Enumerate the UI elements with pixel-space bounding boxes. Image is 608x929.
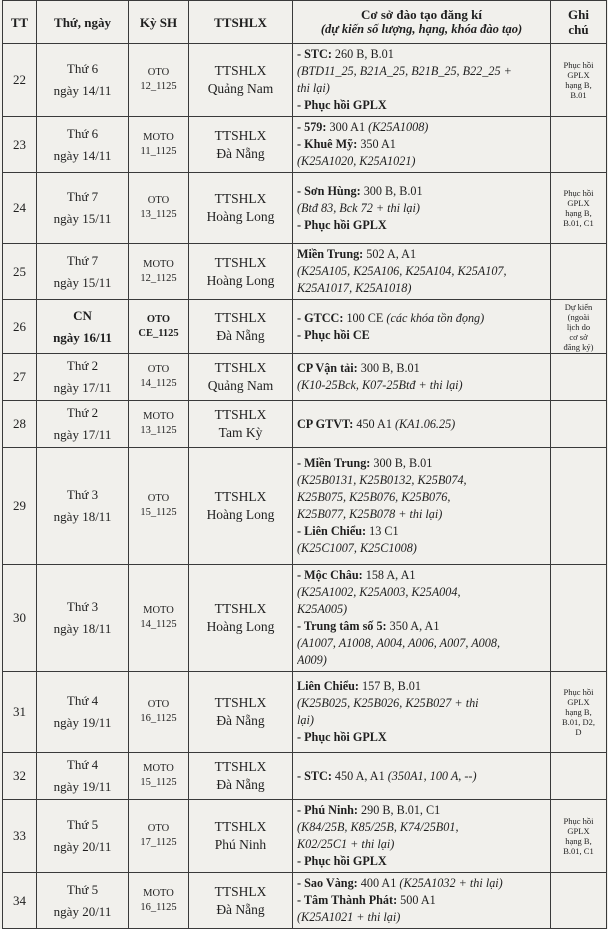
center-location: Đà Nẵng (216, 327, 265, 343)
center-location: Đà Nẵng (216, 145, 265, 161)
row-ky (129, 873, 189, 929)
center-location: Hoàng Long (206, 272, 275, 288)
row-center (189, 354, 293, 401)
registration-line: CP Vận tải: 300 B, B.01 (297, 361, 420, 375)
registration-line: Miền Trung: 502 A, A1 (297, 247, 417, 261)
header-tt: TT (3, 1, 37, 44)
row-ky (129, 565, 189, 672)
row-number: 29 (3, 448, 37, 565)
center-location: Phú Ninh (214, 837, 267, 852)
note-line: hạng B, (565, 208, 592, 218)
row-registrations (293, 565, 551, 672)
row-ky (129, 244, 189, 300)
ky-code: 14_1125 (140, 378, 177, 389)
ky-type: MOTO (143, 887, 174, 899)
row-registrations (293, 672, 551, 753)
table-row (3, 300, 607, 354)
ky-code: 14_1125 (140, 619, 177, 630)
table-row (3, 354, 607, 401)
row-day (37, 401, 129, 448)
ky-code: 16_1125 (140, 713, 177, 724)
row-note (551, 244, 607, 300)
table-row (3, 753, 607, 800)
day-weekday: CN (73, 307, 92, 323)
registration-line: (K10-25Bck, K07-25Btđ + thi lại) (297, 378, 463, 392)
row-day (37, 565, 129, 672)
registration-line: (K25A1002, K25A003, K25A004, (297, 585, 461, 599)
row-center (189, 672, 293, 753)
row-number: 25 (3, 244, 37, 300)
header-note (551, 1, 607, 44)
header-cs-line2: (dự kiến số lượng, hạng, khóa đào tạo) (320, 22, 523, 36)
registration-line: - Trung tâm số 5: 350 A, A1 (297, 619, 440, 633)
ky-type: OTO (147, 823, 170, 834)
header-ky: Kỳ SH (129, 1, 189, 44)
row-ky (129, 117, 189, 173)
row-day (37, 672, 129, 753)
row-number: 28 (3, 401, 37, 448)
center-name: TTSHLX (214, 759, 267, 774)
note-line: Dự kiến (564, 301, 593, 312)
day-date: ngày 18/11 (53, 509, 112, 524)
day-weekday: Thứ 6 (66, 125, 99, 141)
ky-code: 11_1125 (140, 145, 177, 157)
table-row (3, 173, 607, 244)
row-day (37, 873, 129, 929)
row-ky (129, 448, 189, 565)
center-location: Hoàng Long (206, 619, 275, 634)
registration-line: (K25B025, K25B026, K25B027 + thi (297, 696, 479, 710)
day-weekday: Thứ 7 (66, 252, 99, 268)
registration-line: lại) (297, 713, 314, 727)
registration-line: thi lại) (297, 81, 330, 95)
ky-code: 17_1125 (140, 837, 177, 848)
row-registrations (293, 117, 551, 173)
day-date: ngày 17/11 (53, 380, 112, 395)
row-number: 33 (3, 800, 37, 873)
row-center (189, 300, 293, 354)
center-location: Hoàng Long (206, 209, 275, 224)
registration-line: - Miền Trung: 300 B, B.01 (297, 456, 433, 470)
row-ky (129, 800, 189, 873)
day-weekday: Thứ 2 (66, 405, 99, 420)
note-line: đăng ký) (563, 341, 594, 352)
row-note (551, 672, 607, 753)
header-row (3, 1, 607, 44)
registration-line: K25A1017, K25A1018) (297, 281, 412, 295)
row-note (551, 565, 607, 672)
row-day (37, 800, 129, 873)
row-center (189, 401, 293, 448)
ky-code: 15_1125 (140, 777, 177, 788)
registration-line: - GTCC: 100 CE (các khóa tồn đọng) (297, 310, 485, 325)
note-line: B.01, D2, (561, 717, 596, 727)
day-weekday: Thứ 2 (66, 358, 99, 373)
ky-type: MOTO (143, 605, 174, 616)
center-location: Tam Kỳ (218, 425, 263, 440)
row-day (37, 117, 129, 173)
row-center (189, 244, 293, 300)
row-registrations (293, 354, 551, 401)
day-date: ngày 14/11 (53, 147, 112, 163)
day-weekday: Thứ 3 (66, 487, 99, 502)
registration-line: (BTD11_25, B21A_25, B21B_25, B22_25 + (297, 64, 512, 78)
row-center (189, 753, 293, 800)
row-ky (129, 354, 189, 401)
row-ky (129, 672, 189, 753)
note-line: Phục hồi (563, 188, 594, 198)
ky-code: 13_1125 (140, 425, 177, 436)
note-line: Phục hồi (563, 687, 594, 697)
day-date: ngày 19/11 (53, 779, 112, 794)
header-cs-line1: Cơ sở đào tạo đăng kí (361, 7, 482, 22)
center-location: Quảng Nam (207, 81, 274, 96)
ky-type: OTO (146, 313, 171, 325)
row-ky (129, 401, 189, 448)
registration-line: K25B075, K25B076, K25B076, (297, 490, 451, 504)
note-line: lịch do (566, 321, 591, 332)
registration-line: (K25A1020, K25A1021) (297, 154, 416, 168)
ky-type: MOTO (143, 411, 174, 422)
center-location: Quảng Nam (207, 378, 274, 393)
row-center (189, 565, 293, 672)
registration-line: - Phục hồi GPLX (297, 854, 387, 868)
day-date: ngày 20/11 (53, 903, 112, 919)
ky-code: 12_1125 (140, 81, 177, 92)
row-center (189, 800, 293, 873)
row-note (551, 354, 607, 401)
table-row (3, 565, 607, 672)
row-registrations (293, 44, 551, 117)
registration-line: - Mộc Châu: 158 A, A1 (297, 568, 416, 582)
registration-line: - STC: 260 B, B.01 (297, 47, 394, 61)
ky-type: OTO (147, 364, 170, 375)
day-weekday: Thứ 6 (66, 61, 99, 76)
row-center (189, 44, 293, 117)
ky-code: CE_1125 (138, 327, 179, 339)
day-weekday: Thứ 5 (66, 817, 99, 832)
ky-type: OTO (147, 67, 170, 78)
center-name: TTSHLX (214, 601, 267, 616)
row-number: 22 (3, 44, 37, 117)
row-note (551, 300, 607, 354)
registration-line: (Btđ 83, Bck 72 + thi lại) (297, 200, 420, 215)
center-name: TTSHLX (214, 407, 267, 422)
row-registrations (293, 300, 551, 354)
row-day (37, 354, 129, 401)
row-note (551, 401, 607, 448)
day-date: ngày 18/11 (53, 621, 112, 636)
row-note (551, 44, 607, 117)
center-name: TTSHLX (214, 254, 267, 270)
registration-line: K02/25C1 + thi lại) (297, 837, 395, 851)
ky-type: OTO (147, 493, 170, 504)
center-location: Đà Nẵng (216, 901, 265, 917)
center-name: TTSHLX (214, 63, 267, 78)
note-line: B.01 (570, 90, 587, 100)
note-line: GPLX (567, 198, 590, 208)
registration-line: - Sơn Hùng: 300 B, B.01 (297, 183, 423, 198)
row-ky (129, 173, 189, 244)
registration-line: (K25B0131, K25B0132, K25B074, (297, 473, 467, 487)
row-center (189, 117, 293, 173)
row-day (37, 244, 129, 300)
table-row (3, 244, 607, 300)
ky-code: 13_1125 (140, 209, 177, 220)
registration-line: - 579: 300 A1 (K25A1008) (297, 120, 429, 134)
center-name: TTSHLX (214, 489, 267, 504)
row-number: 34 (3, 873, 37, 929)
row-number: 32 (3, 753, 37, 800)
registration-line: Liên Chiểu: 157 B, B.01 (297, 679, 421, 693)
center-name: TTSHLX (214, 695, 267, 710)
note-line: B.01, C1 (563, 846, 594, 856)
row-note (551, 800, 607, 873)
row-note (551, 873, 607, 929)
ky-code: 16_1125 (140, 901, 177, 913)
row-center (189, 448, 293, 565)
ky-code: 15_1125 (140, 507, 177, 518)
row-number: 26 (3, 300, 37, 354)
header-cs (293, 1, 551, 44)
row-registrations (293, 753, 551, 800)
row-center (189, 173, 293, 244)
row-ky (129, 300, 189, 354)
day-date: ngày 15/11 (53, 274, 112, 290)
registration-line: CP GTVT: 450 A1 (KA1.06.25) (297, 416, 456, 431)
registration-line: K25B077, K25B078 + thi lại) (297, 507, 443, 521)
registration-line: K25A005) (297, 602, 348, 616)
row-registrations (293, 244, 551, 300)
row-number: 23 (3, 117, 37, 173)
center-location: Hoàng Long (206, 507, 275, 522)
day-date: ngày 15/11 (53, 211, 112, 226)
table-row (3, 873, 607, 929)
row-number: 31 (3, 672, 37, 753)
registration-line: - STC: 450 A, A1 (350A1, 100 A, --) (297, 768, 477, 783)
note-line: cơ sở (569, 331, 588, 342)
schedule-table (2, 0, 607, 929)
center-location: Đà Nẵng (216, 713, 265, 728)
center-name: TTSHLX (214, 191, 267, 206)
header-note-line1: Ghi (568, 7, 589, 22)
day-weekday: Thứ 4 (66, 693, 99, 708)
registration-line: - Phục hồi CE (297, 327, 370, 342)
ky-type: OTO (147, 699, 170, 710)
center-name: TTSHLX (214, 883, 267, 899)
row-registrations (293, 873, 551, 929)
row-note (551, 117, 607, 173)
day-date: ngày 19/11 (53, 715, 112, 730)
note-line: D (575, 727, 582, 737)
row-day (37, 300, 129, 354)
registration-line: - Phục hồi GPLX (297, 98, 387, 112)
center-name: TTSHLX (214, 360, 267, 375)
ky-type: MOTO (143, 131, 174, 143)
row-note (551, 173, 607, 244)
table-row (3, 800, 607, 873)
row-registrations (293, 800, 551, 873)
note-line: GPLX (567, 697, 590, 707)
registration-line: - Sao Vàng: 400 A1 (K25A1032 + thi lại) (297, 876, 503, 890)
registration-line: (K25A1021 + thi lại) (297, 910, 401, 924)
row-day (37, 448, 129, 565)
registration-line: - Khuê Mỹ: 350 A1 (297, 137, 396, 151)
registration-line: (K25C1007, K25C1008) (297, 541, 417, 555)
table-row (3, 672, 607, 753)
table-row (3, 44, 607, 117)
day-weekday: Thứ 5 (66, 881, 99, 897)
row-number: 27 (3, 354, 37, 401)
registration-line: - Phục hồi GPLX (297, 217, 387, 232)
registration-line: (K25A105, K25A106, K25A104, K25A107, (297, 264, 507, 278)
note-line: B.01, C1 (563, 218, 594, 228)
table-row (3, 117, 607, 173)
ky-type: MOTO (143, 258, 174, 270)
table-row (3, 401, 607, 448)
note-line: Phục hồi (563, 60, 594, 70)
day-weekday: Thứ 4 (66, 757, 99, 772)
day-date: ngày 17/11 (53, 427, 112, 442)
registration-line: - Tâm Thành Phát: 500 A1 (297, 893, 436, 907)
row-center (189, 873, 293, 929)
header-ttshlx: TTSHLX (189, 1, 293, 44)
center-name: TTSHLX (214, 309, 267, 325)
note-line: Phục hồi (563, 816, 594, 826)
note-line: GPLX (567, 70, 590, 80)
note-line: GPLX (567, 826, 590, 836)
registration-line: - Phục hồi GPLX (297, 730, 387, 744)
registration-line: - Phú Ninh: 290 B, B.01, C1 (297, 803, 441, 817)
row-note (551, 753, 607, 800)
row-registrations (293, 448, 551, 565)
note-line: (ngoài (567, 311, 590, 322)
ky-code: 12_1125 (140, 272, 177, 284)
registration-line: - Liên Chiểu: 13 C1 (297, 524, 399, 538)
row-number: 24 (3, 173, 37, 244)
day-date: ngày 20/11 (53, 839, 112, 854)
note-line: hạng B, (565, 836, 592, 846)
row-number: 30 (3, 565, 37, 672)
row-day (37, 753, 129, 800)
center-location: Đà Nẵng (216, 777, 265, 792)
row-ky (129, 753, 189, 800)
row-note (551, 448, 607, 565)
day-date: ngày 16/11 (53, 329, 112, 345)
row-registrations (293, 401, 551, 448)
table-row (3, 448, 607, 565)
day-date: ngày 14/11 (53, 83, 112, 98)
registration-line: (A1007, A1008, A004, A006, A007, A008, (297, 636, 501, 650)
registration-line: (K84/25B, K85/25B, K74/25B01, (297, 820, 459, 834)
center-name: TTSHLX (214, 819, 267, 834)
header-day: Thứ, ngày (37, 1, 129, 44)
schedule-body (3, 44, 607, 929)
row-day (37, 44, 129, 117)
header-note-line2: chú (568, 22, 589, 37)
registration-line: A009) (297, 653, 327, 667)
row-ky (129, 44, 189, 117)
note-line: hạng B, (565, 80, 592, 90)
row-registrations (293, 173, 551, 244)
ky-type: MOTO (143, 763, 174, 774)
ky-type: OTO (147, 195, 170, 206)
center-name: TTSHLX (214, 127, 267, 143)
day-weekday: Thứ 7 (66, 189, 99, 204)
note-line: hạng B, (565, 707, 592, 717)
day-weekday: Thứ 3 (66, 599, 99, 614)
row-day (37, 173, 129, 244)
